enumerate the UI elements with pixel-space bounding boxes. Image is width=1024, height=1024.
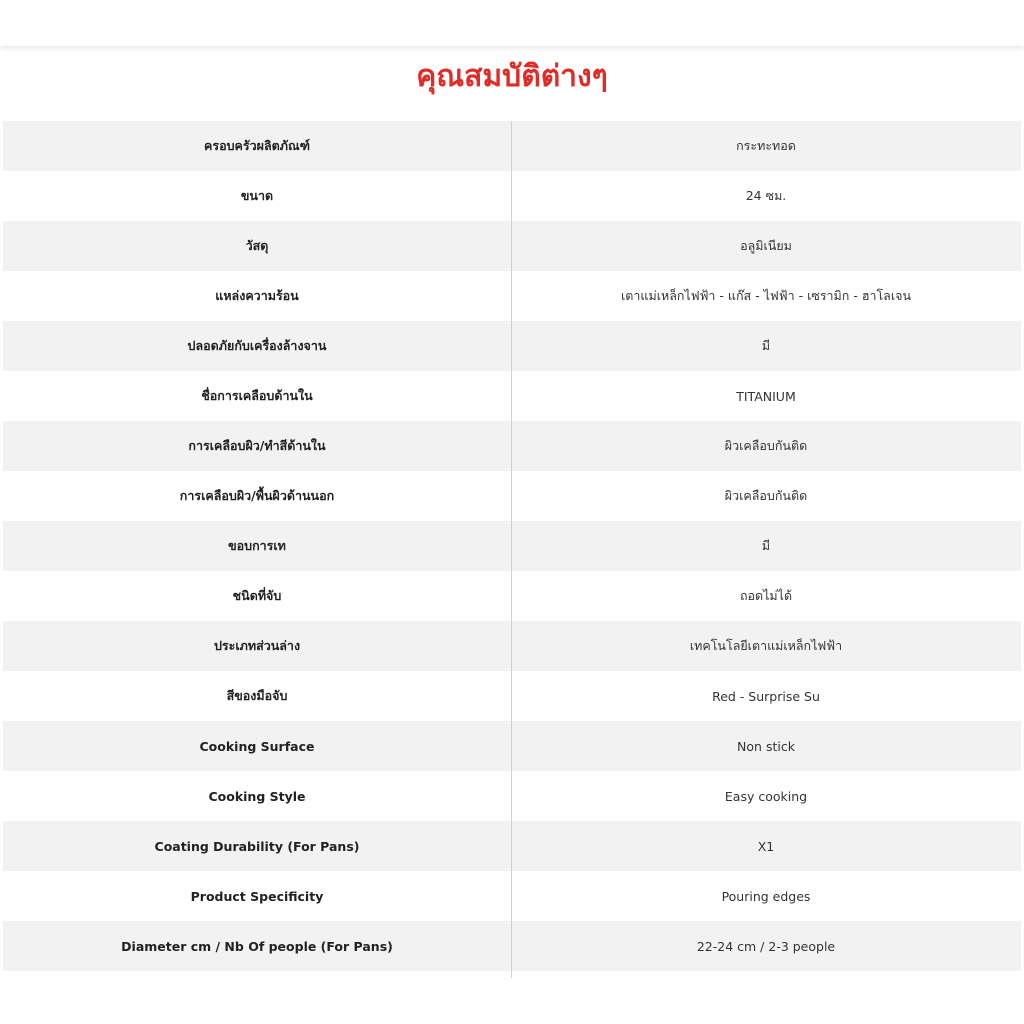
table-row: [3, 371, 1021, 421]
spec-value: Pouring edges: [721, 888, 811, 904]
table-row: [3, 471, 1021, 521]
spec-label: การเคลือบผิว/พื้นผิวด้านนอก: [179, 488, 335, 503]
spec-label: ประเภทส่วนล่าง: [213, 638, 301, 653]
spec-label: ปลอดภัยกับเครื่องล้างจาน: [187, 338, 327, 353]
table-row: [3, 771, 1021, 821]
spec-value: เทคโนโลยีเตาแม่เหล็กไฟฟ้า: [689, 638, 843, 653]
spec-label: การเคลือบผิว/ทำสีด้านใน: [188, 438, 326, 453]
spec-value: Easy cooking: [724, 788, 808, 804]
spec-label: Product Specificity: [190, 888, 324, 904]
spec-label: Cooking Surface: [199, 738, 315, 754]
table-row: [3, 221, 1021, 271]
column-divider: [511, 121, 512, 978]
spec-value: Non stick: [737, 738, 795, 754]
spec-value: X1: [757, 838, 775, 854]
spec-value: ผิวเคลือบกันติด: [724, 438, 808, 453]
table-row: [3, 421, 1021, 471]
spec-value: 24 ซม.: [745, 188, 787, 203]
spec-label: แหล่งความร้อน: [215, 288, 299, 303]
spec-label: Diameter cm / Nb Of people (For Pans): [121, 938, 393, 954]
table-row: [3, 571, 1021, 621]
spec-value: เตาแม่เหล็กไฟฟ้า - แก๊ส - ไฟฟ้า - เซรามิก - ฮาโลเจน: [620, 288, 911, 303]
spec-label: ขนาด: [240, 188, 274, 203]
spec-value: TITANIUM: [736, 388, 796, 404]
table-row: [3, 821, 1021, 871]
spec-value: อลูมิเนียม: [740, 238, 792, 253]
table-row: [3, 271, 1021, 321]
spec-value: ถอดไม่ได้: [739, 588, 793, 603]
table-row: [3, 921, 1021, 971]
spec-label: ชื่อการเคลือบด้านใน: [201, 388, 313, 403]
spec-value: 22-24 cm / 2-3 people: [696, 938, 836, 954]
spec-value: มี: [761, 338, 771, 353]
table-row: [3, 621, 1021, 671]
table-row: [3, 171, 1021, 221]
table-row: [3, 721, 1021, 771]
spec-value: มี: [761, 538, 771, 553]
spec-label: Coating Durability (For Pans): [154, 838, 360, 854]
page-title: คุณสมบัติต่างๆ: [416, 59, 608, 94]
spec-value: Red - Surprise Su: [712, 688, 820, 704]
table-row: [3, 321, 1021, 371]
spec-label: วัสดุ: [245, 238, 269, 253]
table-row: [3, 871, 1021, 921]
table-row: [3, 121, 1021, 171]
table-row: [3, 671, 1021, 721]
spec-label: ขอบการเท: [228, 538, 286, 553]
spec-value: กระทะทอด: [736, 138, 796, 153]
spec-label: สีของมือจับ: [226, 688, 288, 703]
top-bar: [0, 0, 1024, 46]
table-row: [3, 521, 1021, 571]
spec-label: ชนิดที่จับ: [232, 588, 282, 603]
spec-table: [3, 121, 1021, 971]
spec-label: Cooking Style: [208, 788, 306, 804]
spec-value: ผิวเคลือบกันติด: [724, 488, 808, 503]
spec-label: ครอบครัวผลิตภัณฑ์: [204, 138, 310, 153]
